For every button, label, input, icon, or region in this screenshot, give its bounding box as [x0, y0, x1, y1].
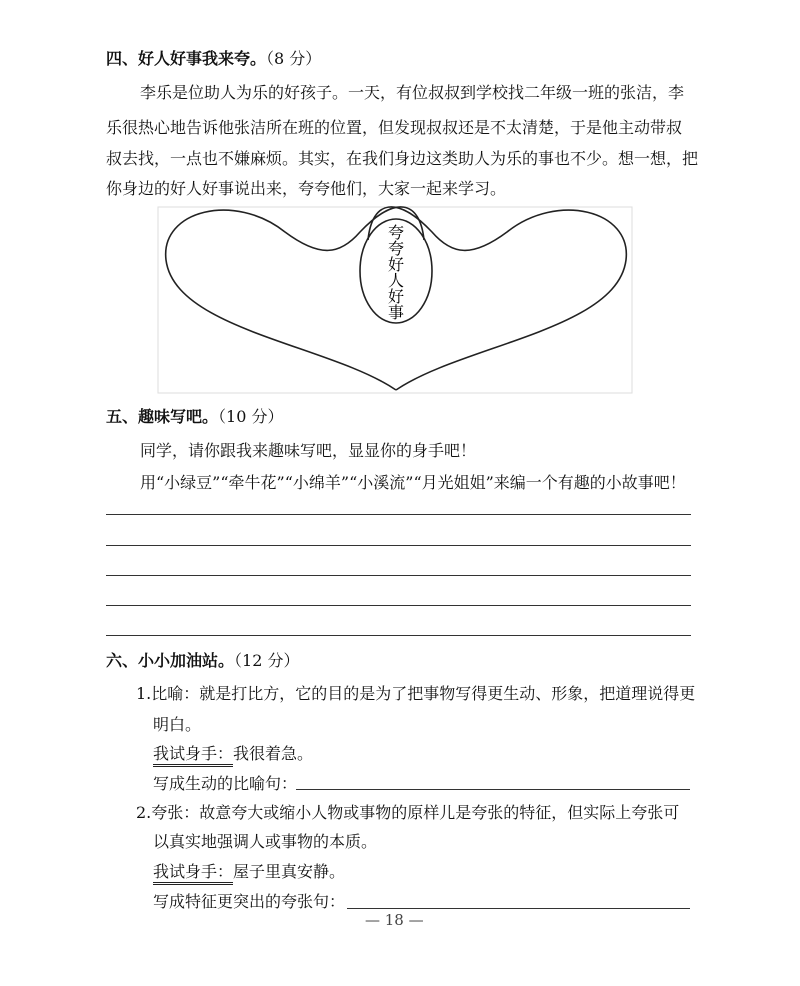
diagram-label-char: 夸 [387, 239, 405, 258]
section-5-title-text: 五、趣味写吧。 [106, 407, 219, 426]
q2-try-line [153, 859, 345, 882]
diagram-label-char: 好 [387, 255, 405, 274]
section-4-paragraph-line-1: 李乐是位助人为乐的好孩子。一天，有位叔叔到学校找二年级一班的张洁，李 [140, 83, 685, 102]
q1-definition-text: 比喻：就是打比方，它的目的是为了把事物写得更生动、形象，把道理说得更 [151, 684, 696, 703]
section-6-score: （12 分） [234, 651, 300, 670]
q2-answer-prompt: 写成特征更突出的夸张句： [153, 892, 346, 911]
q2-try-label: 我试身手： [153, 862, 233, 885]
writing-line-5[interactable] [106, 635, 691, 636]
q2-number: 2. [136, 803, 152, 822]
q1-answer-prompt: 写成生动的比喻句： [153, 774, 298, 793]
center-oval [360, 219, 432, 323]
q1-definition-line-1 [136, 681, 695, 704]
diagram-label-char: 好 [387, 287, 405, 306]
section-4-paragraph-line-2: 乐很热心地告诉他张洁所在班的位置，但发现叔叔还是不太清楚，于是他主动带叔 [106, 118, 683, 137]
q1-number: 1. [136, 684, 152, 703]
writing-line-3[interactable] [106, 575, 691, 576]
writing-line-1[interactable] [106, 514, 691, 515]
left-heart [166, 207, 424, 390]
q1-try-text: 我很着急。 [233, 744, 314, 763]
writing-line-2[interactable] [106, 545, 691, 546]
q2-definition-line-1 [136, 800, 679, 823]
q1-try-line [153, 741, 313, 764]
section-5-instruction: 用“小绿豆”“牵牛花”“小绵羊”“小溪流”“月光姐姐”来编一个有趣的小故事吧！ [140, 473, 686, 492]
section-5-score: （10 分） [218, 407, 284, 426]
section-4-score: （8 分） [266, 49, 322, 68]
q2-definition-line-2: 以真实地强调人或事物的本质。 [153, 832, 378, 851]
section-4-paragraph-line-3: 叔去找，一点也不嫌麻烦。其实，在我们身边这类助人为乐的事也不少。想一想，把 [106, 149, 699, 168]
right-heart [368, 207, 626, 390]
diagram-center-label [388, 223, 404, 322]
q1-try-label: 我试身手： [153, 744, 233, 767]
q1-answer-line[interactable] [296, 789, 690, 790]
diagram-label-char: 夸 [387, 223, 405, 242]
q2-definition-text: 夸张：故意夸大或缩小人物或事物的原样儿是夸张的特征，但实际上夸张可 [151, 803, 680, 822]
section-4-paragraph-line-4: 你身边的好人好事说出来，夸夸他们，大家一起来学习。 [106, 179, 507, 198]
q2-try-text: 屋子里真安静。 [233, 862, 346, 881]
diagram-label-char: 人 [387, 271, 405, 290]
q1-definition-line-2: 明白。 [153, 715, 202, 734]
section-6-title [106, 648, 299, 671]
diagram-frame [158, 207, 632, 393]
writing-line-4[interactable] [106, 605, 691, 606]
page-number: — 18 — [365, 911, 424, 929]
section-5-intro: 同学，请你跟我来趣味写吧，显显你的身手吧！ [140, 441, 477, 460]
diagram-label-char: 事 [387, 303, 405, 322]
section-4-title [106, 46, 321, 69]
q2-answer-line[interactable] [347, 908, 690, 909]
section-4-title-text: 四、好人好事我来夸。 [106, 49, 267, 68]
section-5-title [106, 404, 283, 427]
section-6-title-text: 六、小小加油站。 [106, 651, 235, 670]
